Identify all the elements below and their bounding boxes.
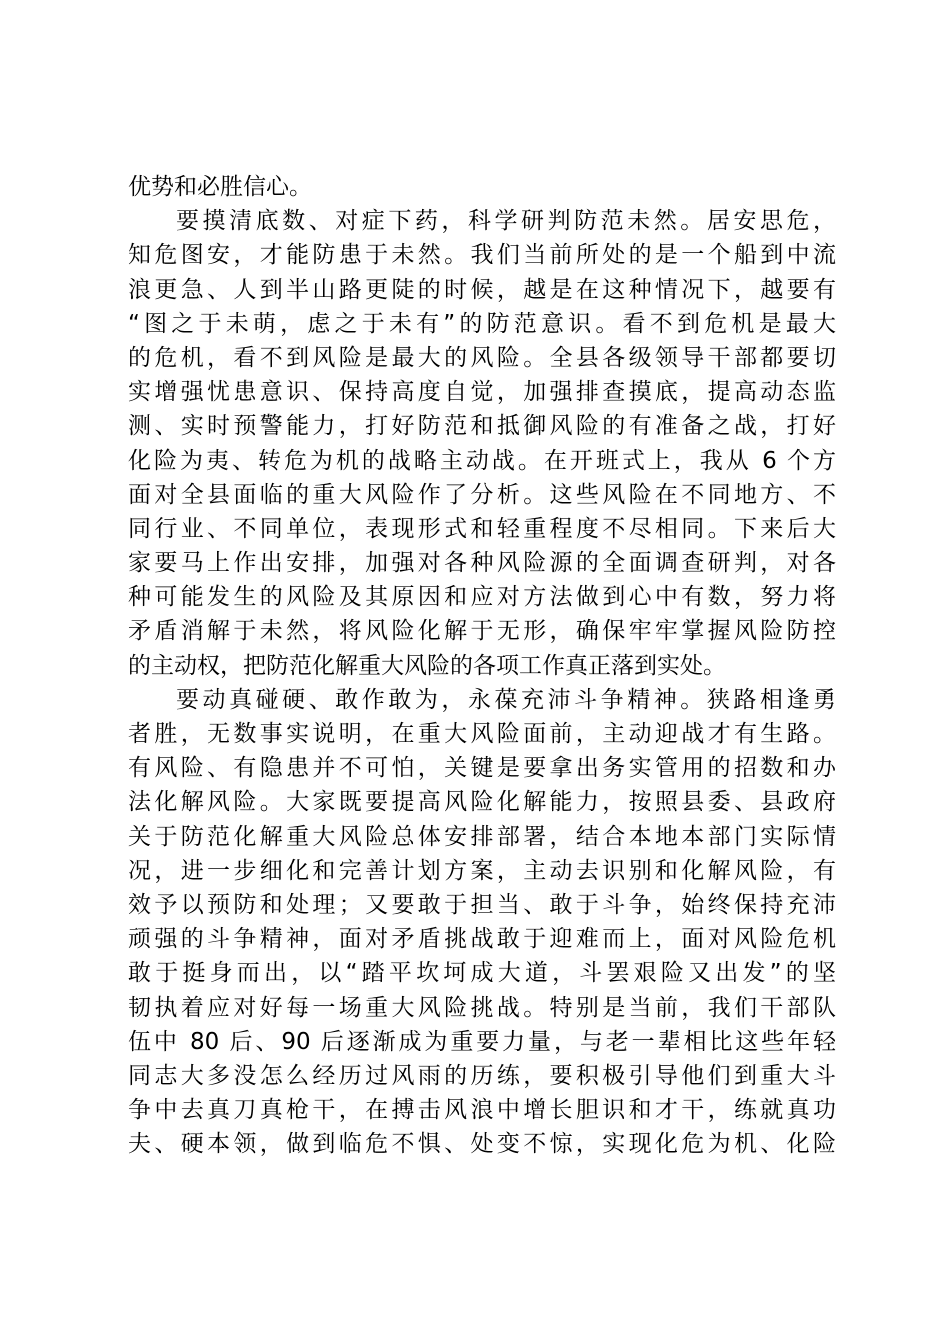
text-line: 顽强的斗争精神，面对矛盾挑战敢于迎难而上，面对风险危机	[128, 926, 836, 953]
text-line: 种可能发生的风险及其原因和应对方法做到心中有数，努力将	[128, 584, 836, 611]
text-line: 面对全县面临的重大风险作了分析。这些风险在不同地方、不	[128, 481, 836, 508]
paragraph-first-line: 要摸清底数、对症下药，科学研判防范未然。居安思危，	[176, 208, 836, 235]
text-line: “图之于未萌，虑之于未有”的防范意识。看不到危机是最大	[128, 310, 836, 337]
text-line: 浪更急、人到半山路更陡的时候，越是在这种情况下，越要有	[128, 276, 836, 303]
text-line: 实增强忧患意识、保持高度自觉，加强排查摸底，提高动态监	[128, 379, 836, 406]
text-line: 测、实时预警能力，打好防范和抵御风险的有准备之战，打好	[128, 413, 836, 440]
text-line: 有风险、有隐患并不可怕，关键是要拿出务实管用的招数和办	[128, 755, 836, 782]
text-line: 关于防范化解重大风险总体安排部署，结合本地本部门实际情	[128, 823, 836, 850]
text-line: 夫、硬本领，做到临危不惧、处变不惊，实现化危为机、化险	[128, 1131, 836, 1158]
text-line: 争中去真刀真枪干，在搏击风浪中增长胆识和才干，练就真功	[128, 1097, 836, 1124]
paragraph-first-line: 要动真碰硬、敢作敢为，永葆充沛斗争精神。狭路相逢勇	[176, 686, 836, 713]
text-line: 同志大多没怎么经历过风雨的历练，要积极引导他们到重大斗	[128, 1062, 836, 1089]
body-text	[128, 170, 836, 1161]
text-line: 化险为夷、转危为机的战略主动战。在开班式上，我从 6 个方	[128, 447, 836, 474]
text-line: 法化解风险。大家既要提高风险化解能力，按照县委、县政府	[128, 789, 836, 816]
text-line: 者胜，无数事实说明，在重大风险面前，主动迎战才有生路。	[128, 721, 836, 747]
text-line: 的危机，看不到风险是最大的风险。全县各级领导干部都要切	[128, 344, 836, 371]
text-line: 敢于挺身而出，以“踏平坎坷成大道，斗罢艰险又出发”的坚	[128, 960, 836, 987]
text-line: 知危图安，才能防患于未然。我们当前所处的是一个船到中流	[128, 242, 836, 269]
text-line: 效予以预防和处理；又要敢于担当、敢于斗争，始终保持充沛	[128, 891, 836, 918]
paragraph-last-line: 的主动权，把防范化解重大风险的各项工作真正落到实处。	[128, 652, 726, 679]
text-line: 韧执着应对好每一场重大风险挑战。特别是当前，我们干部队	[128, 994, 836, 1021]
text-line: 同行业、不同单位，表现形式和轻重程度不尽相同。下来后大	[128, 515, 836, 542]
text-line: 优势和必胜信心。	[128, 174, 312, 200]
text-line: 伍中 80 后、90 后逐渐成为重要力量，与老一辈相比这些年轻	[128, 1028, 836, 1055]
text-line: 家要马上作出安排，加强对各种风险源的全面调查研判，对各	[128, 550, 836, 577]
text-line: 况，进一步细化和完善计划方案，主动去识别和化解风险，有	[128, 857, 836, 884]
text-line: 矛盾消解于未然，将风险化解于无形，确保牢牢掌握风险防控	[128, 618, 836, 645]
